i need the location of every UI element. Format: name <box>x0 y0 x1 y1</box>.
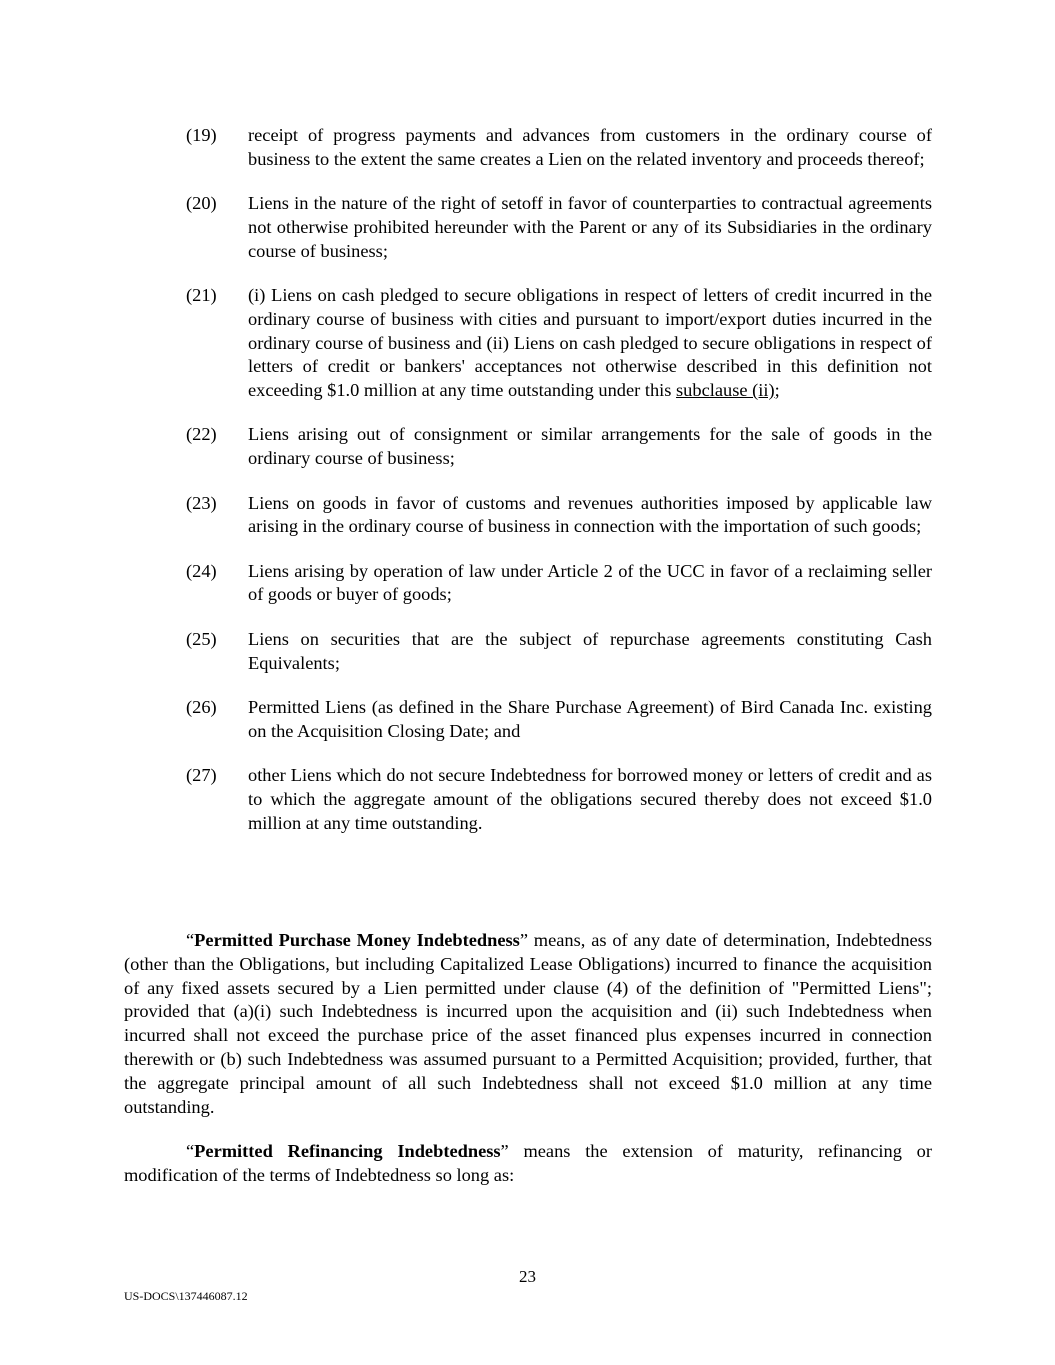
clause-number: (20) <box>186 193 217 214</box>
clause-text: Liens on goods in favor of customs and revenues authorities imposed by applicable law arising in the ordinary course of business in connection with the importation of such goods; <box>248 492 932 537</box>
clause-text <box>248 284 932 403</box>
clause-number: (21) <box>186 284 217 305</box>
clause-number: (26) <box>186 696 217 717</box>
clause-number: (25) <box>186 628 217 649</box>
clause-20 <box>186 192 932 263</box>
clause-text-after: ; <box>774 380 780 401</box>
clause-text: Liens arising out of consignment or similar arrangements for the sale of goods in the ordinary course of business; <box>248 424 932 469</box>
clause-number: (24) <box>186 560 217 581</box>
clause-text: receipt of progress payments and advances from customers in the ordinary course of business to the extent the same creates a Lien on the related inventory and proceeds thereof; <box>248 125 932 169</box>
definition-permitted-purchase-money-indebtedness <box>124 929 932 1119</box>
clause-26 <box>186 696 932 744</box>
clause-number: (19) <box>186 125 217 145</box>
definitions-section <box>124 929 932 1208</box>
definition-body: means, as of any date of determination, Indebtedness (other than the Obligations, but including Capitalized Lease Obligations) incurred to finance the acquisition of any fixed assets secured by a Lien permitted under clause (4) of the definition of "Permitted Liens"; provided that (a)(i) such Indebtedness is incurred upon the acquisition and (ii) such Indebtedness when incurred shall not exceed the purchase price of the asset financed plus expenses incurred in connection therewith or (b) such Indebtedness was assumed pursuant to a Permitted Acquisition; provided, further, that the aggregate principal amount of all such Indebtedness shall not exceed $1.0 million at any time outstanding. <box>124 930 932 1117</box>
clause-number: (23) <box>186 492 217 513</box>
close-quote: ” <box>500 1140 509 1161</box>
clause-24 <box>186 560 932 608</box>
clause-text: Liens in the nature of the right of setoff in favor of counterparties to contractual agreements not otherwise prohibited hereunder with the Parent or any of its Subsidiaries in the ordinary course of business; <box>248 193 932 261</box>
clause-text: Liens arising by operation of law under Article 2 of the UCC in favor of a reclaiming seller of goods or buyer of goods; <box>248 560 932 605</box>
definition-body: means the extension of maturity, refinancing or modification of the terms of Indebtedness so long as: <box>124 1140 932 1185</box>
clause-text: other Liens which do not secure Indebtedness for borrowed money or letters of credit and as to which the aggregate amount of the obligations secured thereby does not exceed $1.0 million at any time outstanding. <box>248 764 932 833</box>
clause-21 <box>186 284 932 403</box>
close-quote: ” <box>519 930 528 950</box>
definition-permitted-refinancing-indebtedness <box>124 1140 932 1188</box>
clause-19 <box>186 124 932 172</box>
lien-clause-list <box>186 124 932 856</box>
defined-term: Permitted Purchase Money Indebtedness <box>194 930 520 950</box>
clause-25 <box>186 628 932 676</box>
open-quote: “ <box>186 930 195 950</box>
clause-text-before: (i) Liens on cash pledged to secure obligations in respect of letters of credit incurred in the ordinary course of business with cities and pursuant to import/export duties incurred in the ordinary course of business and (ii) Liens on cash pledged to secure obligations in respect of letters of credit or bankers' acceptances not otherwise described in this definition not exceeding $1.0 million at any time outstanding under this <box>248 284 932 401</box>
clause-text: Liens on securities that are the subject of repurchase agreements constituting Cash Equivalents; <box>248 628 932 673</box>
clause-number: (27) <box>186 764 217 785</box>
clause-22 <box>186 423 932 471</box>
clause-27 <box>186 764 932 835</box>
document-id: US-DOCS\137446087.12 <box>124 1289 248 1303</box>
subclause-reference: subclause (ii) <box>676 380 775 401</box>
clause-number: (22) <box>186 424 217 445</box>
page-number: 23 <box>519 1267 536 1286</box>
clause-text: Permitted Liens (as defined in the Share Purchase Agreement) of Bird Canada Inc. existing on the Acquisition Closing Date; and <box>248 696 932 741</box>
open-quote: “ <box>186 1140 195 1161</box>
defined-term: Permitted Refinancing Indebtedness <box>194 1140 501 1161</box>
clause-23 <box>186 492 932 540</box>
